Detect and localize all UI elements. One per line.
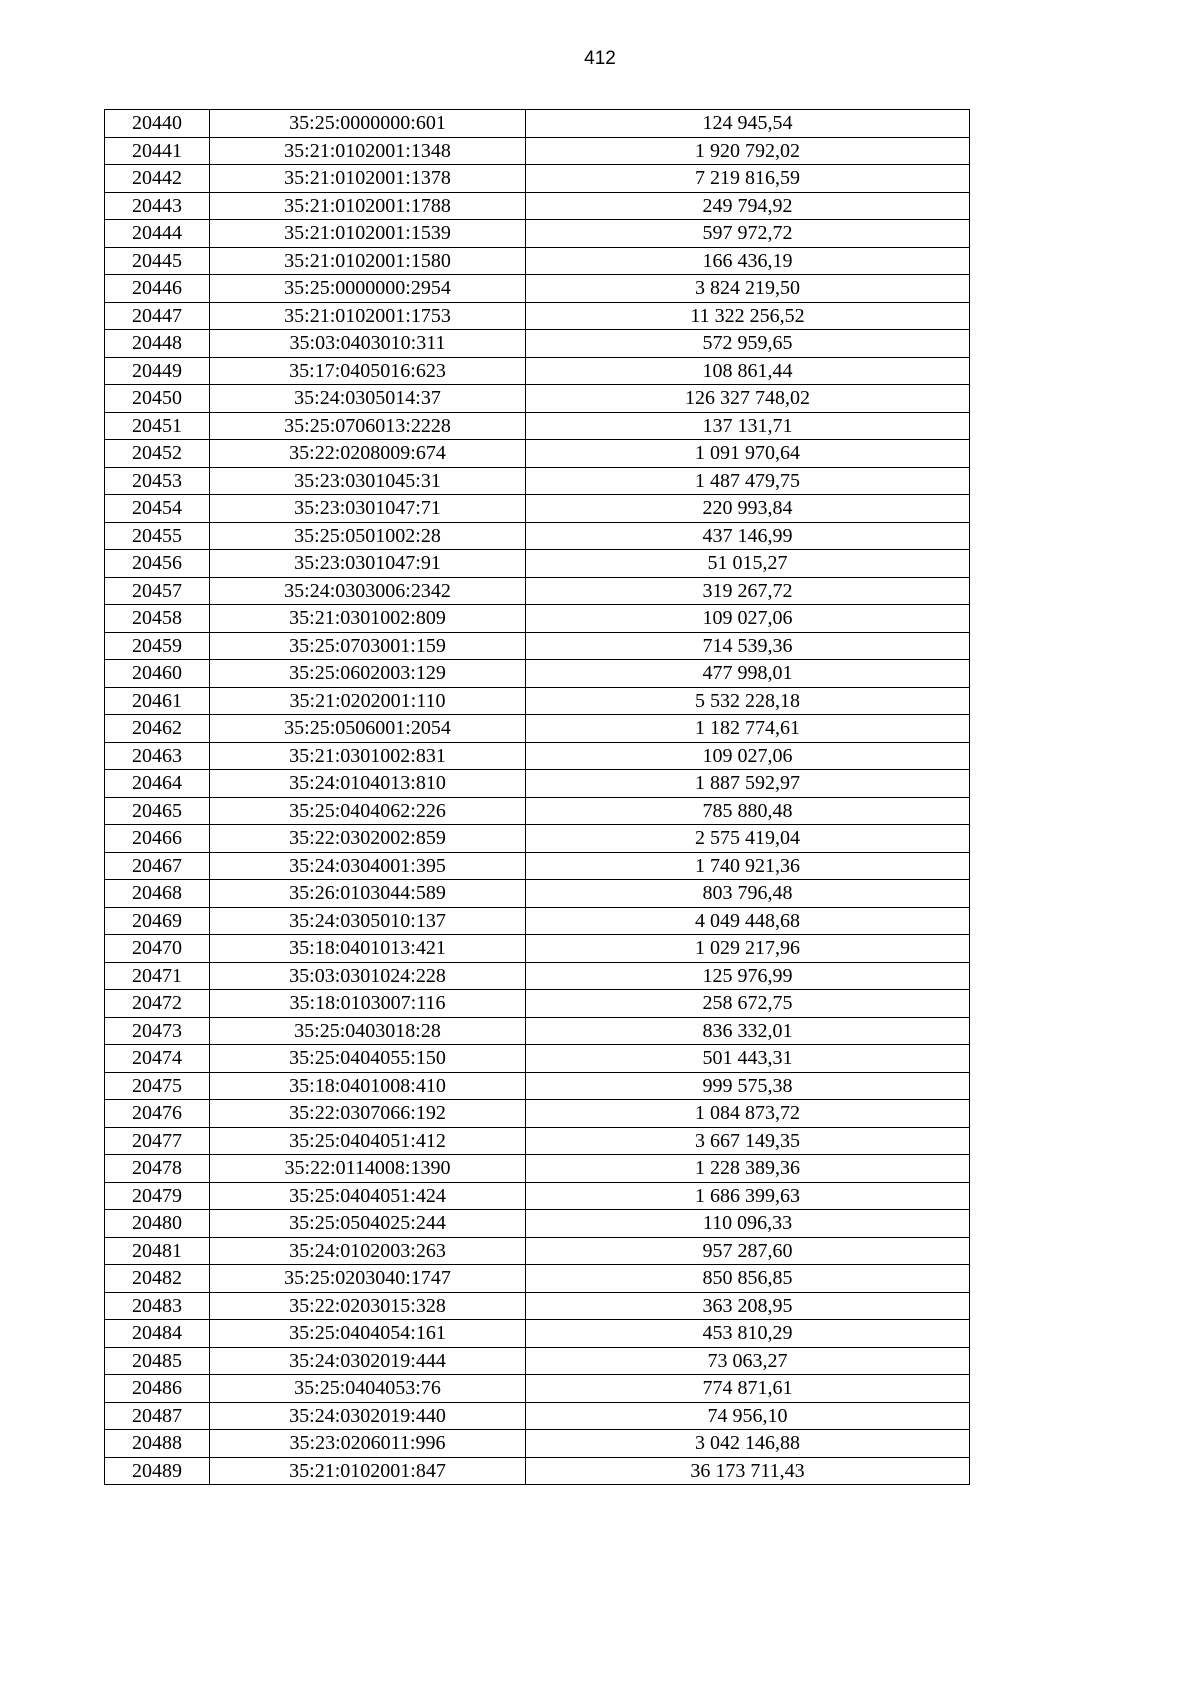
row-number-cell: 20451 [105, 412, 210, 440]
row-number-cell: 20489 [105, 1457, 210, 1485]
value-cell: 74 956,10 [526, 1402, 970, 1430]
row-number-cell: 20487 [105, 1402, 210, 1430]
table-row [105, 1457, 970, 1485]
cadastral-number-cell: 35:23:0301045:31 [210, 467, 526, 495]
cadastral-number-cell: 35:21:0102001:1753 [210, 302, 526, 330]
table-row [105, 467, 970, 495]
cadastral-number-cell: 35:21:0102001:1539 [210, 220, 526, 248]
cadastral-number-cell: 35:24:0102003:263 [210, 1237, 526, 1265]
table-row [105, 1017, 970, 1045]
cadastral-number-cell: 35:24:0305010:137 [210, 907, 526, 935]
value-cell: 999 575,38 [526, 1072, 970, 1100]
row-number-cell: 20452 [105, 440, 210, 468]
value-cell: 11 322 256,52 [526, 302, 970, 330]
value-cell: 850 856,85 [526, 1265, 970, 1293]
table-row [105, 1182, 970, 1210]
table-row [105, 1265, 970, 1293]
table-row [105, 935, 970, 963]
cadastral-number-cell: 35:25:0000000:601 [210, 110, 526, 138]
row-number-cell: 20478 [105, 1155, 210, 1183]
cadastral-number-cell: 35:24:0302019:440 [210, 1402, 526, 1430]
value-cell: 5 532 228,18 [526, 687, 970, 715]
value-cell: 3 042 146,88 [526, 1430, 970, 1458]
cadastral-number-cell: 35:24:0302019:444 [210, 1347, 526, 1375]
value-cell: 124 945,54 [526, 110, 970, 138]
cadastral-number-cell: 35:25:0404053:76 [210, 1375, 526, 1403]
row-number-cell: 20486 [105, 1375, 210, 1403]
cadastral-number-cell: 35:21:0102001:1788 [210, 192, 526, 220]
cadastral-number-cell: 35:26:0103044:589 [210, 880, 526, 908]
row-number-cell: 20484 [105, 1320, 210, 1348]
value-cell: 437 146,99 [526, 522, 970, 550]
row-number-cell: 20485 [105, 1347, 210, 1375]
cadastral-number-cell: 35:25:0203040:1747 [210, 1265, 526, 1293]
cadastral-number-cell: 35:25:0703001:159 [210, 632, 526, 660]
row-number-cell: 20481 [105, 1237, 210, 1265]
row-number-cell: 20450 [105, 385, 210, 413]
cadastral-number-cell: 35:25:0602003:129 [210, 660, 526, 688]
row-number-cell: 20472 [105, 990, 210, 1018]
row-number-cell: 20470 [105, 935, 210, 963]
value-cell: 51 015,27 [526, 550, 970, 578]
value-cell: 597 972,72 [526, 220, 970, 248]
table-row [105, 440, 970, 468]
row-number-cell: 20460 [105, 660, 210, 688]
table-row [105, 852, 970, 880]
cadastral-number-cell: 35:24:0305014:37 [210, 385, 526, 413]
value-cell: 1 228 389,36 [526, 1155, 970, 1183]
cadastral-number-cell: 35:21:0102001:847 [210, 1457, 526, 1485]
table-row [105, 1072, 970, 1100]
table-row [105, 302, 970, 330]
value-cell: 108 861,44 [526, 357, 970, 385]
table-row [105, 605, 970, 633]
cadastral-number-cell: 35:25:0404062:226 [210, 797, 526, 825]
row-number-cell: 20448 [105, 330, 210, 358]
row-number-cell: 20455 [105, 522, 210, 550]
row-number-cell: 20476 [105, 1100, 210, 1128]
data-table [104, 109, 970, 1485]
cadastral-number-cell: 35:25:0404051:412 [210, 1127, 526, 1155]
value-cell: 109 027,06 [526, 605, 970, 633]
row-number-cell: 20474 [105, 1045, 210, 1073]
value-cell: 803 796,48 [526, 880, 970, 908]
table-row [105, 330, 970, 358]
cadastral-number-cell: 35:24:0304001:395 [210, 852, 526, 880]
value-cell: 1 686 399,63 [526, 1182, 970, 1210]
row-number-cell: 20462 [105, 715, 210, 743]
value-cell: 957 287,60 [526, 1237, 970, 1265]
row-number-cell: 20440 [105, 110, 210, 138]
table-row [105, 1292, 970, 1320]
table-row [105, 247, 970, 275]
value-cell: 7 219 816,59 [526, 165, 970, 193]
value-cell: 126 327 748,02 [526, 385, 970, 413]
cadastral-number-cell: 35:25:0000000:2954 [210, 275, 526, 303]
value-cell: 36 173 711,43 [526, 1457, 970, 1485]
table-row [105, 962, 970, 990]
table-row [105, 357, 970, 385]
cadastral-number-cell: 35:03:0301024:228 [210, 962, 526, 990]
table-row [105, 990, 970, 1018]
value-cell: 453 810,29 [526, 1320, 970, 1348]
row-number-cell: 20444 [105, 220, 210, 248]
cadastral-number-cell: 35:17:0405016:623 [210, 357, 526, 385]
table-row [105, 907, 970, 935]
value-cell: 73 063,27 [526, 1347, 970, 1375]
cadastral-number-cell: 35:23:0301047:91 [210, 550, 526, 578]
table-row [105, 1045, 970, 1073]
cadastral-number-cell: 35:25:0404054:161 [210, 1320, 526, 1348]
cadastral-number-cell: 35:25:0706013:2228 [210, 412, 526, 440]
row-number-cell: 20454 [105, 495, 210, 523]
value-cell: 110 096,33 [526, 1210, 970, 1238]
table-row [105, 687, 970, 715]
value-cell: 220 993,84 [526, 495, 970, 523]
table-row [105, 577, 970, 605]
row-number-cell: 20473 [105, 1017, 210, 1045]
value-cell: 258 672,75 [526, 990, 970, 1018]
cadastral-number-cell: 35:22:0114008:1390 [210, 1155, 526, 1183]
cadastral-number-cell: 35:25:0501002:28 [210, 522, 526, 550]
table-row [105, 110, 970, 138]
table-row [105, 797, 970, 825]
cadastral-number-cell: 35:21:0102001:1378 [210, 165, 526, 193]
row-number-cell: 20461 [105, 687, 210, 715]
row-number-cell: 20456 [105, 550, 210, 578]
table-row [105, 742, 970, 770]
table-row [105, 880, 970, 908]
value-cell: 3 667 149,35 [526, 1127, 970, 1155]
row-number-cell: 20453 [105, 467, 210, 495]
table-row [105, 1320, 970, 1348]
table-row [105, 275, 970, 303]
value-cell: 572 959,65 [526, 330, 970, 358]
table-row [105, 770, 970, 798]
value-cell: 1 487 479,75 [526, 467, 970, 495]
cadastral-number-cell: 35:21:0202001:110 [210, 687, 526, 715]
cadastral-number-cell: 35:03:0403010:311 [210, 330, 526, 358]
cadastral-number-cell: 35:25:0504025:244 [210, 1210, 526, 1238]
table-row [105, 137, 970, 165]
table-row [105, 1127, 970, 1155]
value-cell: 363 208,95 [526, 1292, 970, 1320]
value-cell: 2 575 419,04 [526, 825, 970, 853]
value-cell: 1 887 592,97 [526, 770, 970, 798]
table-row [105, 192, 970, 220]
row-number-cell: 20464 [105, 770, 210, 798]
cadastral-number-cell: 35:21:0301002:809 [210, 605, 526, 633]
table-row [105, 1237, 970, 1265]
row-number-cell: 20466 [105, 825, 210, 853]
cadastral-number-cell: 35:24:0104013:810 [210, 770, 526, 798]
cadastral-number-cell: 35:25:0404055:150 [210, 1045, 526, 1073]
value-cell: 1 182 774,61 [526, 715, 970, 743]
cadastral-number-cell: 35:25:0506001:2054 [210, 715, 526, 743]
value-cell: 125 976,99 [526, 962, 970, 990]
value-cell: 3 824 219,50 [526, 275, 970, 303]
value-cell: 1 029 217,96 [526, 935, 970, 963]
row-number-cell: 20479 [105, 1182, 210, 1210]
value-cell: 1 920 792,02 [526, 137, 970, 165]
row-number-cell: 20446 [105, 275, 210, 303]
value-cell: 166 436,19 [526, 247, 970, 275]
cadastral-number-cell: 35:24:0303006:2342 [210, 577, 526, 605]
value-cell: 836 332,01 [526, 1017, 970, 1045]
table-row [105, 1100, 970, 1128]
cadastral-number-cell: 35:22:0203015:328 [210, 1292, 526, 1320]
row-number-cell: 20477 [105, 1127, 210, 1155]
row-number-cell: 20468 [105, 880, 210, 908]
row-number-cell: 20488 [105, 1430, 210, 1458]
row-number-cell: 20480 [105, 1210, 210, 1238]
table-body [105, 110, 970, 1485]
cadastral-number-cell: 35:18:0401008:410 [210, 1072, 526, 1100]
row-number-cell: 20475 [105, 1072, 210, 1100]
cadastral-number-cell: 35:22:0307066:192 [210, 1100, 526, 1128]
cadastral-number-cell: 35:23:0206011:996 [210, 1430, 526, 1458]
cadastral-number-cell: 35:23:0301047:71 [210, 495, 526, 523]
page-number: 412 [584, 48, 616, 69]
value-cell: 137 131,71 [526, 412, 970, 440]
table-row [105, 825, 970, 853]
table-row [105, 632, 970, 660]
row-number-cell: 20442 [105, 165, 210, 193]
row-number-cell: 20441 [105, 137, 210, 165]
cadastral-number-cell: 35:18:0103007:116 [210, 990, 526, 1018]
row-number-cell: 20463 [105, 742, 210, 770]
table-row [105, 715, 970, 743]
value-cell: 4 049 448,68 [526, 907, 970, 935]
cadastral-number-cell: 35:22:0302002:859 [210, 825, 526, 853]
value-cell: 1 091 970,64 [526, 440, 970, 468]
row-number-cell: 20483 [105, 1292, 210, 1320]
table-row [105, 1375, 970, 1403]
row-number-cell: 20469 [105, 907, 210, 935]
table-row [105, 550, 970, 578]
table-row [105, 1347, 970, 1375]
table-row [105, 1402, 970, 1430]
table-row [105, 660, 970, 688]
row-number-cell: 20449 [105, 357, 210, 385]
table-row [105, 412, 970, 440]
row-number-cell: 20482 [105, 1265, 210, 1293]
row-number-cell: 20467 [105, 852, 210, 880]
table-row [105, 522, 970, 550]
cadastral-number-cell: 35:21:0102001:1348 [210, 137, 526, 165]
cadastral-number-cell: 35:25:0403018:28 [210, 1017, 526, 1045]
value-cell: 319 267,72 [526, 577, 970, 605]
value-cell: 1 740 921,36 [526, 852, 970, 880]
table-row [105, 495, 970, 523]
table-row [105, 165, 970, 193]
value-cell: 785 880,48 [526, 797, 970, 825]
value-cell: 774 871,61 [526, 1375, 970, 1403]
row-number-cell: 20471 [105, 962, 210, 990]
row-number-cell: 20447 [105, 302, 210, 330]
row-number-cell: 20457 [105, 577, 210, 605]
table-row [105, 1430, 970, 1458]
table-row [105, 385, 970, 413]
table-row [105, 1210, 970, 1238]
value-cell: 477 998,01 [526, 660, 970, 688]
row-number-cell: 20459 [105, 632, 210, 660]
value-cell: 109 027,06 [526, 742, 970, 770]
cadastral-number-cell: 35:25:0404051:424 [210, 1182, 526, 1210]
value-cell: 501 443,31 [526, 1045, 970, 1073]
row-number-cell: 20443 [105, 192, 210, 220]
value-cell: 714 539,36 [526, 632, 970, 660]
table-row [105, 1155, 970, 1183]
row-number-cell: 20465 [105, 797, 210, 825]
cadastral-number-cell: 35:22:0208009:674 [210, 440, 526, 468]
value-cell: 1 084 873,72 [526, 1100, 970, 1128]
cadastral-number-cell: 35:21:0301002:831 [210, 742, 526, 770]
cadastral-number-cell: 35:18:0401013:421 [210, 935, 526, 963]
row-number-cell: 20458 [105, 605, 210, 633]
table-row [105, 220, 970, 248]
row-number-cell: 20445 [105, 247, 210, 275]
cadastral-number-cell: 35:21:0102001:1580 [210, 247, 526, 275]
value-cell: 249 794,92 [526, 192, 970, 220]
